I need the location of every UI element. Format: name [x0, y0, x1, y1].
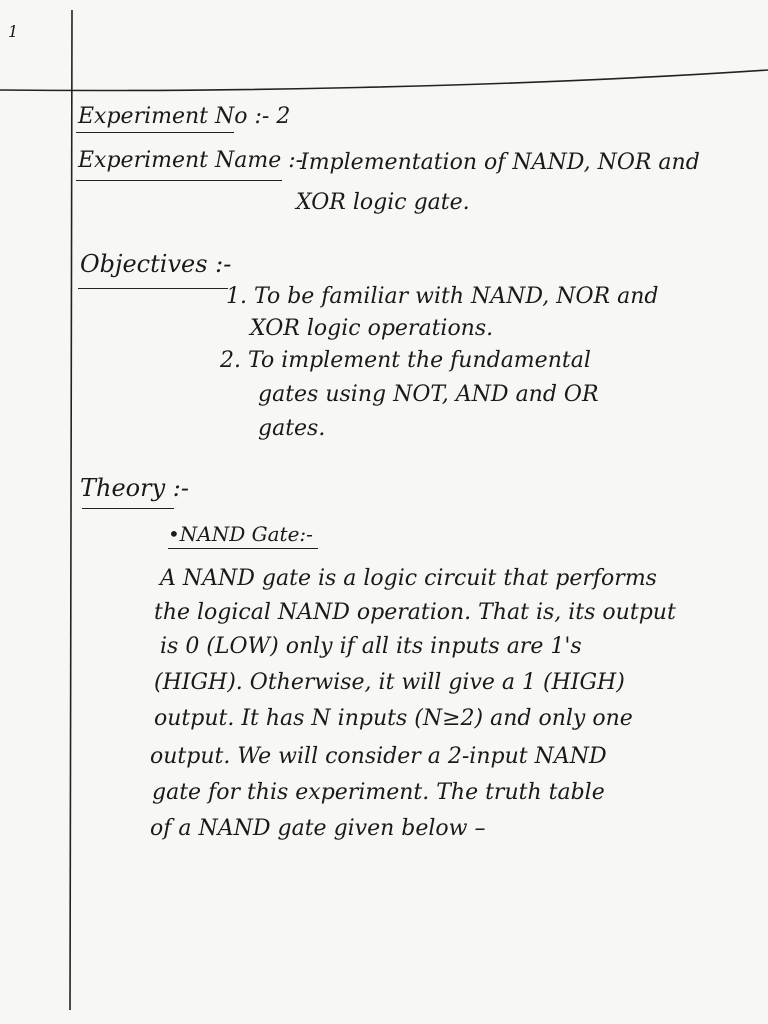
nand-gate-subheading: •NAND Gate:- — [168, 522, 313, 546]
objectives-underline — [78, 288, 228, 289]
theory-heading: Theory :- — [80, 474, 189, 502]
paragraph-line: output. We will consider a 2-input NAND — [150, 744, 607, 769]
experiment-number: Experiment No :- 2 — [78, 104, 291, 129]
experiment-name-label: Experiment Name :- — [78, 148, 304, 173]
theory-underline — [82, 508, 174, 509]
objective-2-line2: gates using NOT, AND and OR — [258, 382, 599, 407]
experiment-number-underline — [76, 132, 234, 133]
paragraph-line: (HIGH). Otherwise, it will give a 1 (HIGH) — [154, 670, 625, 695]
experiment-name-line1: Implementation of NAND, NOR and — [300, 150, 700, 175]
paragraph-line: gate for this experiment. The truth table — [152, 780, 605, 805]
paragraph-line: output. It has N inputs (N≥2) and only one — [154, 706, 633, 731]
paragraph-line: of a NAND gate given below – — [150, 816, 486, 841]
objective-1-line2: XOR logic operations. — [250, 316, 494, 341]
experiment-name-line2: XOR logic gate. — [296, 190, 470, 215]
nand-gate-underline — [168, 548, 318, 549]
page-number: 1 — [8, 22, 19, 41]
paragraph-line: the logical NAND operation. That is, its output — [154, 600, 676, 625]
left-margin-line — [70, 10, 72, 1010]
objective-2-line3: gates. — [258, 416, 326, 441]
paragraph-line: A NAND gate is a logic circuit that performs — [160, 566, 657, 591]
experiment-name-underline — [76, 180, 282, 181]
top-margin-line — [0, 70, 768, 90]
objectives-heading: Objectives :- — [80, 250, 232, 278]
paragraph-line: is 0 (LOW) only if all its inputs are 1's — [160, 634, 582, 659]
objective-2-line1: 2. To implement the fundamental — [220, 348, 591, 373]
objective-1-line1: 1. To be familiar with NAND, NOR and — [226, 284, 659, 309]
